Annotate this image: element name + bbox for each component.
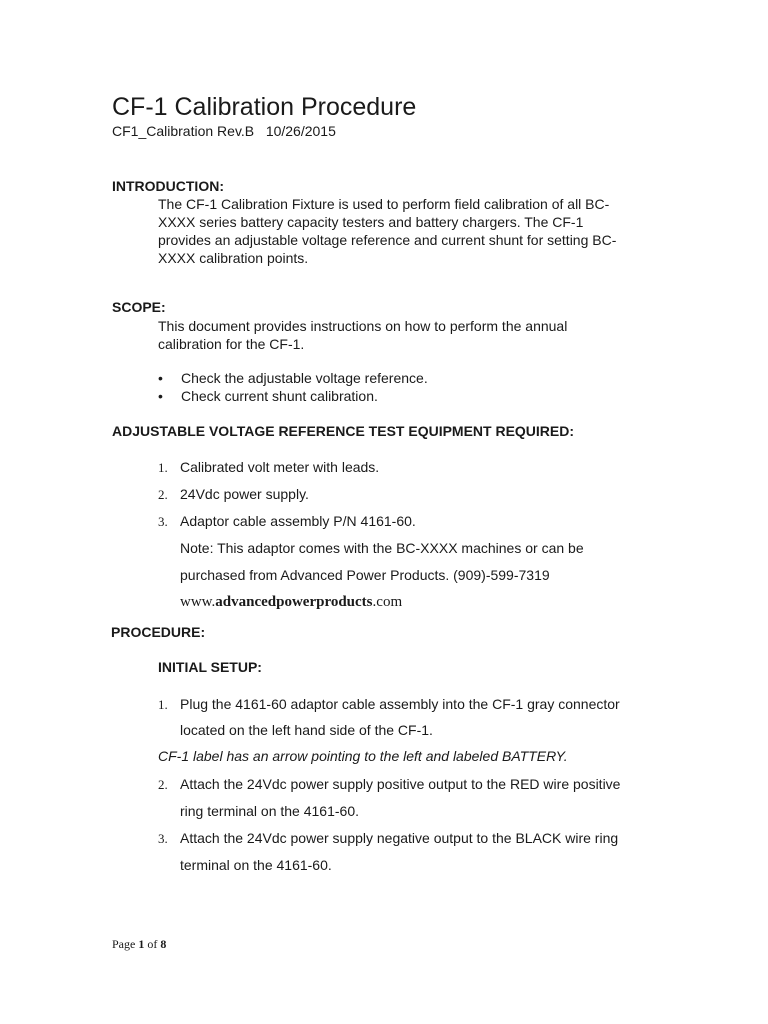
scope-heading: SCOPE: <box>112 299 166 315</box>
introduction-heading: INTRODUCTION: <box>112 178 224 194</box>
procedure-step-line: Attach the 24Vdc power supply negative output to the BLACK wire ring <box>180 830 619 846</box>
list-number: 2. <box>158 777 168 792</box>
procedure-step-line: ring terminal on the 4161-60. <box>180 803 359 819</box>
label-note: CF-1 label has an arrow pointing to the left and labeled BATTERY. <box>158 748 568 764</box>
list-number: 3. <box>158 514 168 529</box>
scope-bullet-item: Check the adjustable voltage reference. <box>181 370 428 386</box>
list-number: 1. <box>158 697 168 712</box>
url-prefix: www. <box>180 594 216 610</box>
of-word: of <box>147 937 158 951</box>
bullet-dot: • <box>158 370 163 386</box>
document-date: 10/26/2015 <box>265 123 336 139</box>
url-name: advancedpowerproducts <box>215 594 373 610</box>
website-link[interactable] <box>180 594 402 611</box>
list-number: 3. <box>158 831 168 846</box>
document-id: CF1_Calibration Rev.B <box>112 123 255 139</box>
equipment-note-line: Note: This adaptor comes with the BC-XXXX machines or can be <box>180 540 584 556</box>
bullet-dot: • <box>158 388 163 404</box>
equipment-item: Calibrated volt meter with leads. <box>180 459 380 475</box>
procedure-step-line: Attach the 24Vdc power supply positive output to the RED wire positive <box>180 776 621 792</box>
url-suffix: .com <box>372 594 403 610</box>
introduction-line: provides an adjustable voltage reference and current shunt for setting BC- <box>158 232 617 248</box>
scope-line: This document provides instructions on how to perform the annual <box>158 318 568 334</box>
equipment-item: 24Vdc power supply. <box>180 486 309 502</box>
initial-setup-heading: INITIAL SETUP: <box>158 659 262 675</box>
introduction-line: XXXX calibration points. <box>158 250 309 266</box>
equipment-note-line: purchased from Advanced Power Products. (909)-599-7319 <box>180 567 550 583</box>
list-number: 2. <box>158 487 168 502</box>
equipment-item: Adaptor cable assembly P/N 4161-60. <box>180 513 416 529</box>
introduction-line: The CF-1 Calibration Fixture is used to perform field calibration of all BC- <box>158 196 610 212</box>
introduction-line: XXXX series battery capacity testers and battery chargers. The CF-1 <box>158 214 584 230</box>
page-number: 1 <box>138 937 145 951</box>
procedure-step-line: Plug the 4161-60 adaptor cable assembly into the CF-1 gray connector <box>180 696 620 712</box>
scope-bullet-item: Check current shunt calibration. <box>181 388 378 404</box>
page-footer <box>112 937 166 952</box>
document-title: CF-1 Calibration Procedure <box>112 93 417 121</box>
procedure-step-line: terminal on the 4161-60. <box>180 857 332 873</box>
list-number: 1. <box>158 460 168 475</box>
document-revision-line <box>112 123 336 139</box>
scope-paragraph <box>158 317 567 353</box>
equipment-heading: ADJUSTABLE VOLTAGE REFERENCE TEST EQUIPMENT REQUIRED: <box>112 423 575 439</box>
procedure-heading: PROCEDURE: <box>111 624 206 640</box>
page-word: Page <box>112 937 136 951</box>
scope-line: calibration for the CF-1. <box>158 336 305 352</box>
page-total: 8 <box>160 937 167 951</box>
procedure-step-line: located on the left hand side of the CF-1. <box>180 722 433 738</box>
introduction-paragraph <box>158 195 616 267</box>
